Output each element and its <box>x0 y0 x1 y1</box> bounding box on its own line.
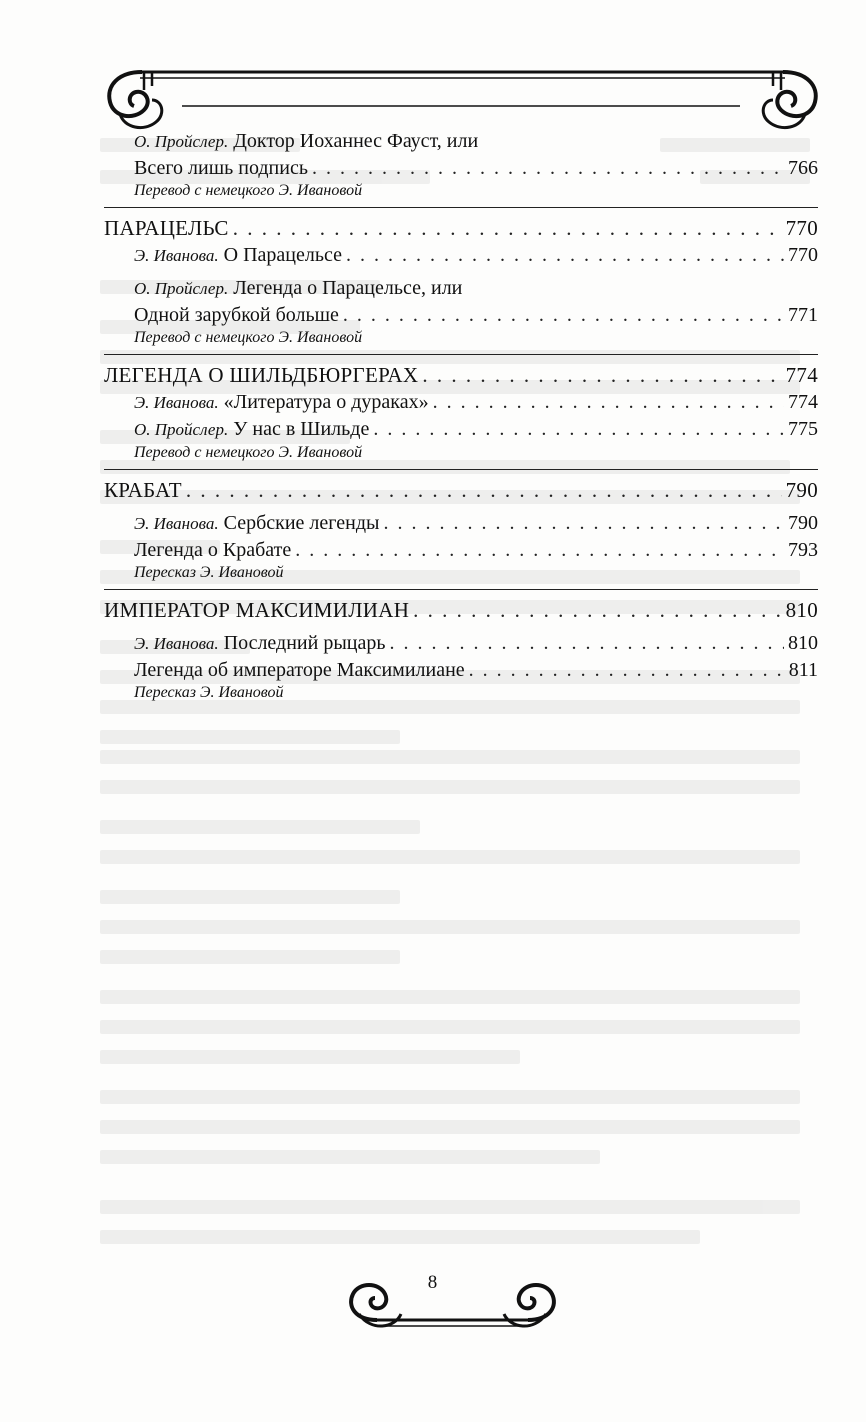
section-maximilian <box>104 596 818 624</box>
entry-title: Последний рыцарь <box>223 632 386 654</box>
entry-title-continued: Всего лишь подпись <box>134 157 308 179</box>
section-divider <box>104 469 818 470</box>
page-number: 774 <box>785 363 818 387</box>
section-divider <box>104 207 818 208</box>
section-title: ИМПЕРАТОР МАКСИМИЛИАН <box>104 598 410 622</box>
table-of-contents <box>104 128 818 703</box>
toc-entry <box>104 416 818 443</box>
entry-title: О Парацельсе <box>223 244 342 266</box>
translation-credit: Перевод с немецкого Э. Ивановой <box>134 182 363 199</box>
entry-title: Сербские легенды <box>223 512 380 534</box>
toc-entry <box>104 657 818 683</box>
section-paracelsus <box>104 214 818 242</box>
retelling-credit: Пересказ Э. Ивановой <box>134 684 284 701</box>
toc-entry <box>104 630 818 657</box>
dot-leader <box>433 389 784 415</box>
section-schildbuerger <box>104 361 818 389</box>
entry-author: Э. Иванова. <box>134 246 219 265</box>
section-krabat <box>104 476 818 504</box>
section-divider <box>104 354 818 355</box>
entry-author: Э. Иванова. <box>134 514 219 533</box>
page-number: 811 <box>788 659 818 681</box>
retelling-credit: Пересказ Э. Ивановой <box>134 564 284 581</box>
toc-entry <box>104 537 818 563</box>
page-number: 770 <box>788 244 818 266</box>
dot-leader <box>383 510 784 536</box>
page-number: 793 <box>788 539 818 561</box>
dot-leader <box>413 596 781 624</box>
entry-author: Э. Иванова. <box>134 634 219 653</box>
page-number: 775 <box>788 418 818 440</box>
page-number: 774 <box>788 391 818 413</box>
entry-title: Легенда о Крабате <box>134 539 292 561</box>
dot-leader <box>295 537 784 563</box>
toc-entry <box>104 275 818 302</box>
dot-leader <box>186 476 782 504</box>
page-number-footer: 8 <box>427 1272 439 1293</box>
dot-leader <box>389 630 784 656</box>
toc-entry <box>104 510 818 537</box>
section-divider <box>104 589 818 590</box>
dot-leader <box>233 214 782 242</box>
translation-credit: Перевод с немецкого Э. Ивановой <box>134 329 363 346</box>
dot-leader <box>469 657 785 683</box>
entry-author: О. Пройслер. <box>134 279 229 298</box>
section-title: ПАРАЦЕЛЬС <box>104 216 229 240</box>
translation-credit: Перевод с немецкого Э. Ивановой <box>134 444 363 461</box>
toc-entry <box>104 389 818 416</box>
dot-leader <box>346 242 784 268</box>
entry-title: Легенда о Парацельсе, или <box>233 277 463 299</box>
page-number: 766 <box>788 157 818 179</box>
toc-entry <box>104 242 818 269</box>
entry-author: О. Пройслер. <box>134 420 229 439</box>
entry-title: «Литература о дураках» <box>223 391 429 413</box>
page-number: 790 <box>785 478 818 502</box>
entry-title: У нас в Шильде <box>233 418 370 440</box>
page-number: 810 <box>788 632 818 654</box>
entry-author: Э. Иванова. <box>134 393 219 412</box>
page-number: 810 <box>785 598 818 622</box>
dot-leader <box>373 416 784 442</box>
dot-leader <box>343 302 784 328</box>
page-number: 790 <box>788 512 818 534</box>
dot-leader <box>312 155 784 181</box>
toc-entry-faust <box>104 128 818 181</box>
entry-title: Доктор Иоханнес Фауст, или <box>233 130 479 152</box>
section-title: КРАБАТ <box>104 478 182 502</box>
entry-title: Легенда об императоре Максимилиане <box>134 659 465 681</box>
section-title: ЛЕГЕНДА О ШИЛЬДБЮРГЕРАХ <box>104 363 419 387</box>
page-number: 770 <box>785 216 818 240</box>
entry-title-continued: Одной зарубкой больше <box>134 304 339 326</box>
page-number: 771 <box>788 304 818 326</box>
toc-entry-continued <box>104 302 818 328</box>
dot-leader <box>422 361 781 389</box>
entry-author: О. Пройслер. <box>134 132 229 151</box>
